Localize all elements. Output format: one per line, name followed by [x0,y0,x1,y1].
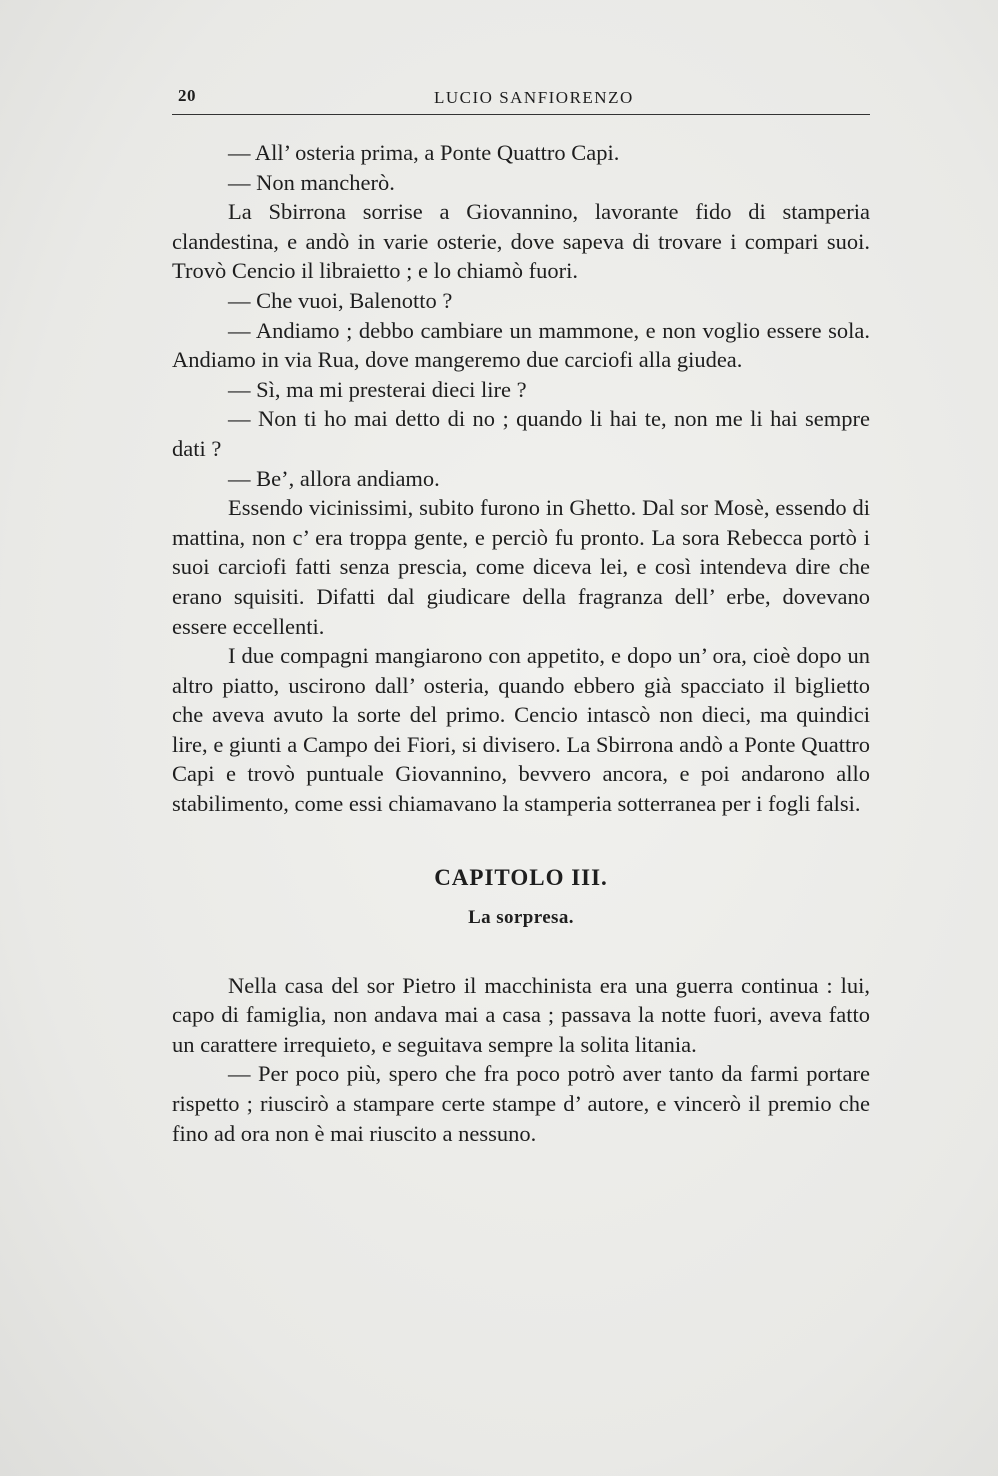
paragraph: Essendo vicinissimi, subito furono in Ghetto. Dal sor Mosè, essendo di mattina, non c’ era troppa gente, e perciò fu pronto. La sora Rebecca portò i suoi carciofi fatti senza prescia, come diceva lei, e così intendeva dire che erano squisiti. Difatti dal giudicare della fragranza dell’ erbe, dovevano essere eccellenti. [172,495,870,639]
paragraph: Nella casa del sor Pietro il macchinista era una guerra continua : lui, capo di famiglia, non andava mai a casa ; passava la notte fuori, aveva fatto un carattere irrequieto, e seguitava sempre la solita litania. [172,972,870,1057]
chapter-heading: CAPITOLO III. [434,864,608,890]
running-head [172,84,870,115]
page-number: 20 [178,86,196,105]
paragraph: — All’ osteria prima, a Ponte Quattro Capi. [228,140,620,165]
running-title: LUCIO SANFIORENZO [434,88,634,107]
section-gap [172,931,870,971]
paragraph: I due compagni mangiarono con appetito, e dopo un’ ora, cioè dopo un altro piatto, uscirono dall’ osteria, quando ebbero già spacciato il biglietto che aveva avuto la sorte del primo. Cencio intascò non dieci, ma quindici lire, e giunti a Campo dei Fiori, si divisero. La Sbirrona andò a Ponte Quattro Capi e trovò puntuale Giovannino, bevvero ancora, e poi andarono allo stabilimento, come essi chiamavano la stamperia sotterranea per i fogli falsi. [172,643,870,817]
body-text [172,138,870,1148]
paragraph: — Andiamo ; debbo cambiare un mammone, e non voglio essere sola. Andiamo in via Rua, dove mangeremo due carciofi alla giudea. [172,317,870,373]
paragraph: — Per poco più, spero che fra poco potrò aver tanto da farmi portare rispetto ; riuscirò a stampare certe stampe d’ autore, e vincerò il premio che fino ad ora non è mai riuscito a nessuno. [172,1061,870,1146]
paragraph: La Sbirrona sorrise a Giovannino, lavorante fido di stamperia clandestina, e andò in varie osterie, dove sapeva di trovare i compari suoi. Trovò Cencio il libraietto ; e lo chiamò fuori. [172,199,870,284]
section-gap [172,819,870,863]
paragraph: — Non ti ho mai detto di no ; quando li hai te, non me li hai sempre dati ? [172,406,870,461]
paragraph: — Be’, allora andiamo. [228,465,440,491]
paragraph: — Non mancherò. [228,169,395,195]
chapter-subtitle: La sorpresa. [468,906,574,928]
paragraph: — Che vuoi, Balenotto ? [228,287,453,313]
paragraph: — Sì, ma mi presterai dieci lire ? [228,376,527,402]
